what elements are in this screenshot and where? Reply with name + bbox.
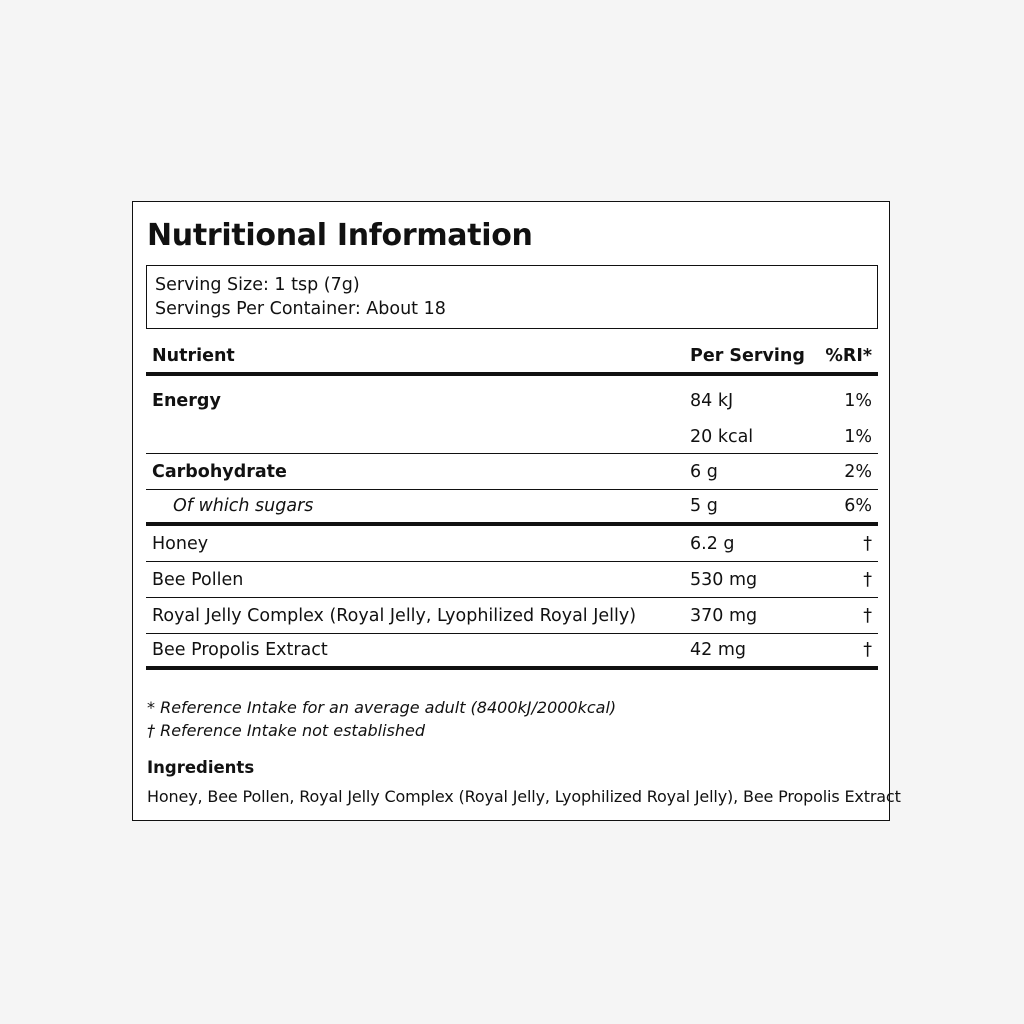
per-serving-value: 20 kcal (690, 426, 754, 447)
table-row (146, 454, 878, 490)
per-serving-value: 370 mg (690, 605, 758, 626)
nutrient-name: Bee Pollen (152, 569, 244, 590)
footnotes (147, 696, 616, 742)
table-row (146, 526, 878, 562)
ingredients-heading: Ingredients (147, 758, 255, 777)
per-serving-value: 6.2 g (690, 533, 735, 554)
ri-value: 1% (844, 426, 872, 447)
per-serving-value: 42 mg (690, 640, 746, 660)
table-row (146, 490, 878, 526)
per-serving-value: 530 mg (690, 569, 758, 590)
ri-value: † (863, 605, 872, 626)
serving-size: Serving Size: 1 tsp (7g) (155, 275, 360, 295)
ri-value: 2% (844, 461, 872, 482)
serving-info-box (146, 265, 878, 329)
nutrient-name: Honey (152, 533, 209, 554)
per-serving-value: 5 g (690, 496, 718, 516)
nutrient-name: Of which sugars (173, 496, 314, 516)
table-row (146, 598, 878, 634)
table-header-row (146, 340, 878, 376)
ri-value: † (863, 533, 872, 554)
label-title: Nutritional Information (147, 218, 533, 253)
ri-value: † (863, 569, 872, 590)
ri-value: 1% (844, 391, 872, 411)
nutrient-name: Energy (152, 391, 221, 411)
nutrition-label-panel (132, 201, 901, 821)
footnote-reference-intake: * Reference Intake for an average adult (8400kJ/2000kcal) (147, 698, 617, 717)
table-row (146, 376, 878, 420)
ingredients-text: Honey, Bee Pollen, Royal Jelly Complex (Royal Jelly, Lyophilized Royal Jelly), Bee Propolis Extract (147, 787, 901, 806)
per-serving-value: 84 kJ (690, 391, 734, 411)
header-per-serving: Per Serving (690, 346, 805, 366)
nutrient-name: Carbohydrate (152, 461, 287, 482)
footnote-not-established: † Reference Intake not established (147, 721, 426, 740)
servings-per-container: Servings Per Container: About 18 (155, 299, 446, 319)
nutrition-table (146, 340, 878, 670)
header-nutrient: Nutrient (152, 346, 235, 366)
table-row (146, 420, 878, 454)
ri-value: 6% (844, 496, 872, 516)
nutrient-name: Bee Propolis Extract (152, 640, 328, 660)
table-row (146, 562, 878, 598)
nutrient-name: Royal Jelly Complex (Royal Jelly, Lyophilized Royal Jelly) (152, 605, 637, 626)
table-row (146, 634, 878, 670)
ri-value: † (863, 640, 872, 660)
per-serving-value: 6 g (690, 461, 718, 482)
header-ri: %RI* (825, 346, 872, 366)
